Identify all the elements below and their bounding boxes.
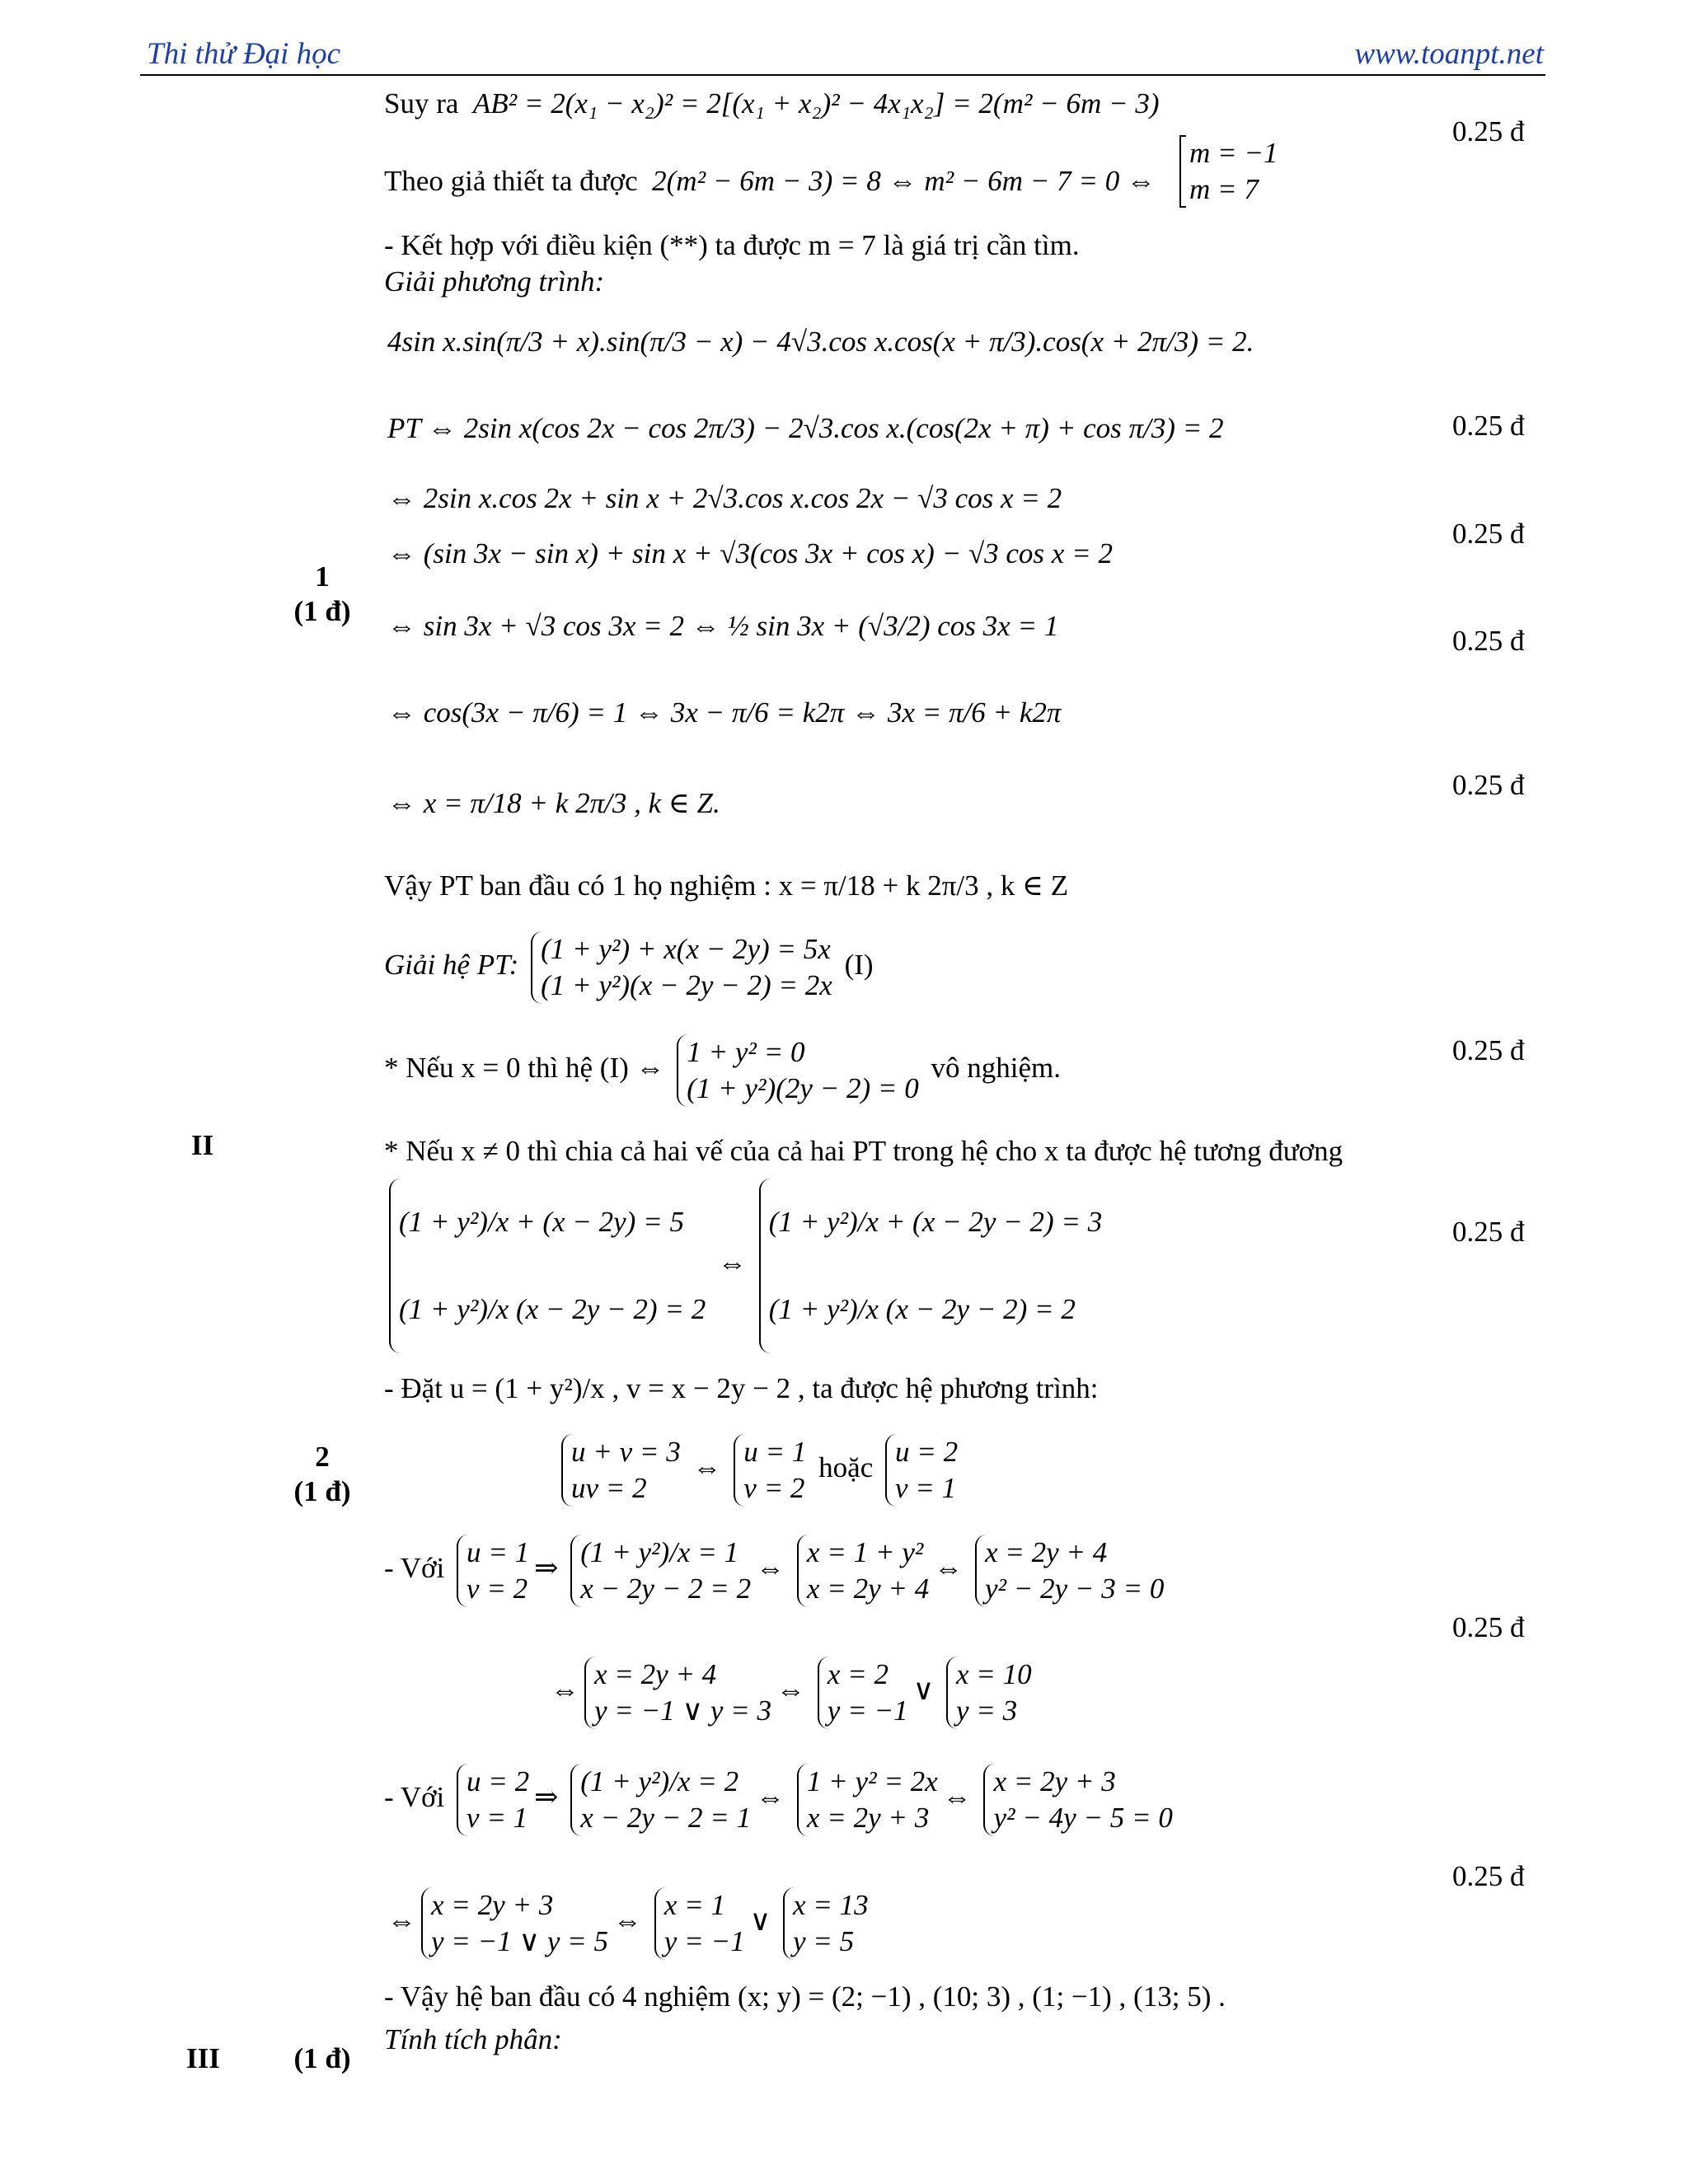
case-2-r (797, 1764, 938, 1836)
line-ket-hop: - Kết hợp với điều kiện (**) ta được m = 7 là giá trị cần tìm. (384, 229, 1080, 261)
uv-system (561, 1434, 681, 1507)
section-label-III: III (186, 2042, 220, 2074)
system-I-eq1: (1 + y²) + x(x − 2y) = 5x (541, 933, 831, 965)
x0-eq1: 1 + y² = 0 (687, 1036, 805, 1068)
x0-eq2: (1 + y²)(2y − 2) = 0 (687, 1072, 919, 1104)
line-neu-xne0: * Nếu x ≠ 0 thì chia cả hai vế của cả hai PT trong hệ cho x ta được hệ tương đương (384, 1135, 1343, 1167)
case-1-sol-b-y: y = 3 (955, 1694, 1018, 1727)
header-title: Thi thử Đại học (147, 37, 340, 71)
case-2-line-2: ⇔ x = 2y + 3 y = −1 ∨ y = 5 ⇔ x = 1 y = −1 ∨ x = 13 y = 5 (387, 1887, 874, 1960)
m-bracket (1179, 135, 1278, 208)
uv-sol2-v: v = 1 (894, 1472, 957, 1504)
case-1-u: u = 1 (467, 1536, 530, 1568)
item-points-1: (1 đ) (293, 595, 351, 627)
pt-step-3: ⇔ (sin 3x − sin x) + sin x + √3(cos 3x + cos x) − √3 cos x = 2 (387, 537, 1113, 569)
giai-he-label: Giải hệ PT: (384, 949, 519, 982)
uv-eq2: uv = 2 (571, 1472, 647, 1504)
suy-ra-label: Suy ra (384, 87, 459, 120)
score-8: 0.25 đ (1452, 1611, 1525, 1643)
m-solution-1: m = −1 (1189, 137, 1278, 169)
header-url[interactable]: www.toanpt.net (1354, 37, 1544, 71)
case-2-sys-eq1: (1 + y²)/x = 2 (580, 1765, 739, 1797)
pt-step-2: ⇔ 2sin x.cos 2x + sin x + 2√3.cos x.cos 2x − √3 cos x = 2 (387, 482, 1062, 514)
case-1-t-eq1: x = 2y + 4 (594, 1658, 717, 1690)
score-3: 0.25 đ (1452, 518, 1525, 550)
neu-x0-text: * Nếu x = 0 thì hệ (I) ⇔ (384, 1052, 665, 1085)
case-2-u: u = 2 (467, 1765, 530, 1797)
case-1-sol-b-x: x = 10 (955, 1658, 1032, 1690)
system-a-eq1: (1 + y²)/x + (x − 2y) = 5 (399, 1206, 684, 1238)
line-suy-ra (384, 87, 1160, 120)
case-2-s-eq2: y² − 4y − 5 = 0 (993, 1802, 1173, 1834)
uv-solution-2 (885, 1434, 958, 1507)
case-2-t-eq1: x = 2y + 3 (431, 1889, 554, 1921)
score-6: 0.25 đ (1452, 1034, 1525, 1066)
pt-main: 4sin x.sin(π/3 + x).sin(π/3 − x) − 4√3.cos x.cos(x + π/3).cos(x + 2π/3) = 2. (387, 326, 1254, 358)
case-2-sol-a-x: x = 1 (663, 1889, 725, 1921)
vo-nghiem: vô nghiệm. (931, 1052, 1062, 1085)
score-9: 0.25 đ (1452, 1860, 1525, 1892)
system-b-eq1: (1 + y²)/x + (x − 2y − 2) = 3 (768, 1206, 1103, 1238)
uv-equiv-arrow: ⇔ (692, 1451, 722, 1484)
equiv-arrow: ⇔ (717, 1247, 747, 1280)
case-1-sys (570, 1535, 751, 1607)
case-1-sol-a (818, 1657, 908, 1729)
case-2-s (983, 1764, 1172, 1836)
vay-he: - Vậy hệ ban đầu có 4 nghiệm (x; y) = (2; −1) , (10; 3) , (1; −1) , (13; 5) . (384, 1980, 1226, 2013)
case-1-r-eq2: x = 2y + 4 (806, 1572, 930, 1605)
section-label-II: II (191, 1129, 214, 1161)
system-I-eq2: (1 + y²)(x − 2y − 2) = 2x (541, 969, 832, 1001)
uv-sol2-u: u = 2 (894, 1436, 959, 1468)
score-2: 0.25 đ (1452, 410, 1525, 442)
score-5: 0.25 đ (1452, 769, 1525, 801)
line-neu-x0 (384, 1034, 1061, 1107)
case-2-t-eq2: y = −1 ∨ y = 5 (431, 1925, 609, 1957)
hoac: hoặc (818, 1451, 874, 1484)
case-2-uv (457, 1764, 529, 1836)
case-1-s-eq2: y² − 2y − 3 = 0 (984, 1572, 1165, 1605)
pt-step-6: ⇔ x = π/18 + k 2π/3 , k ∈ Z. (387, 787, 720, 819)
case-2-t (421, 1887, 608, 1960)
case-2-v: v = 1 (467, 1802, 528, 1834)
line-dat: - Đặt u = (1 + y²)/x , v = x − 2y − 2 , ta được hệ phương trình: (384, 1372, 1099, 1404)
uv-eq1: u + v = 3 (571, 1436, 681, 1468)
system-I (531, 931, 832, 1004)
system-a (389, 1179, 706, 1353)
heading-giai-pt: Giải phương trình: (384, 265, 605, 298)
case-2-r-eq2: x = 2y + 3 (806, 1802, 930, 1834)
system-x0 (677, 1034, 919, 1107)
case-1-t-eq2: y = −1 ∨ y = 3 (594, 1694, 772, 1727)
case-1-v: v = 2 (467, 1572, 528, 1605)
voi-2: - Với (384, 1781, 445, 1814)
header-rule (140, 74, 1545, 76)
case-1-sol-a-x: x = 2 (827, 1658, 889, 1690)
line-uv-system (556, 1434, 963, 1507)
gt-formula: 2(m² − 6m − 3) = 8 ⇔ m² − 6m − 7 = 0 ⇔ (652, 165, 1156, 197)
system-b (759, 1179, 1103, 1353)
m-solutions (1175, 135, 1283, 208)
theo-gt-label: Theo giả thiết ta được (384, 165, 638, 197)
uv-sol1-u: u = 1 (743, 1436, 807, 1468)
item-points-3: (1 đ) (293, 2042, 351, 2074)
vay-pt: Vậy PT ban đầu có 1 họ nghiệm : x = π/18 + k 2π/3 , k ∈ Z (384, 869, 1069, 902)
case-2-sol-b-y: y = 5 (792, 1925, 855, 1957)
case-1-r-eq1: x = 1 + y² (806, 1536, 924, 1568)
pt-step-5: ⇔ cos(3x − π/6) = 1 ⇔ 3x − π/6 = k2π ⇔ 3x = π/6 + k2π (387, 696, 1062, 729)
case-1-s-eq1: x = 2y + 4 (984, 1536, 1108, 1568)
case-2-sys-eq2: x − 2y − 2 = 1 (580, 1802, 752, 1834)
voi-1: - Với (384, 1552, 445, 1585)
case-2-sol-a (654, 1887, 745, 1960)
score-1: 0.25 đ (1452, 115, 1525, 148)
pt-step-1: PT ⇔ 2sin x(cos 2x − cos 2π/3) − 2√3.cos x.(cos(2x + π) + cos π/3) = 2 (387, 412, 1224, 444)
heading-tinh-tich-phan: Tính tích phân: (384, 2023, 562, 2055)
score-4: 0.25 đ (1452, 625, 1525, 657)
uv-solution-1 (734, 1434, 806, 1507)
case-2-sol-a-y: y = −1 (663, 1925, 745, 1957)
case-1-t (584, 1657, 771, 1729)
uv-sol1-v: v = 2 (743, 1472, 805, 1504)
case-1-line-2: ⇔ x = 2y + 4 y = −1 ∨ y = 3 ⇔ x = 2 y = −1 ∨ x = 10 y = 3 (551, 1657, 1037, 1729)
case-2-s-eq1: x = 2y + 3 (993, 1765, 1116, 1797)
system-a-eq2: (1 + y²)/x (x − 2y − 2) = 2 (399, 1293, 706, 1325)
case-1-s (975, 1535, 1164, 1607)
item-number-2: 2 (315, 1441, 330, 1473)
case-1-sys-eq1: (1 + y²)/x = 1 (580, 1536, 739, 1568)
item-points-2: (1 đ) (293, 1475, 351, 1507)
case-1-uv (457, 1535, 529, 1607)
m-solution-2: m = 7 (1189, 173, 1259, 205)
case-2-sol-b-x: x = 13 (792, 1889, 869, 1921)
case-2-line-1: - Với u = 2 v = 1 ⇒ (1 + y²)/x = 2 x − 2y − 2 = 1 ⇔ 1 + y² = 2x x = 2y + 3 ⇔ x = 2y + 3 y² − 4y − 5 = 0 (384, 1764, 1178, 1836)
case-2-sys (570, 1764, 751, 1836)
case-1-line-1: - Với u = 1 v = 2 ⇒ (1 + y²)/x = 1 x − 2y − 2 = 2 ⇔ x = 1 + y² x = 2y + 4 ⇔ x = 2y + 4 y² − 2y − 3 = 0 (384, 1535, 1169, 1607)
case-2-sol-b (783, 1887, 869, 1960)
line-equiv-systems (384, 1179, 1107, 1353)
case-1-sol-b (946, 1657, 1032, 1729)
ab2-formula: AB² = 2(x₁ − x₂)² = 2[(x₁ + x₂)² − 4x₁x₂] = 2(m² − 6m − 3) (472, 87, 1160, 120)
system-I-label: (I) (844, 949, 874, 982)
item-number-1: 1 (315, 560, 330, 593)
pt-step-4: ⇔ sin 3x + √3 cos 3x = 2 ⇔ ½ sin 3x + (√3/2) cos 3x = 1 (387, 610, 1059, 642)
line-theo-gia-thiet (384, 165, 1156, 198)
case-1-sys-eq2: x − 2y − 2 = 2 (580, 1572, 752, 1605)
score-7: 0.25 đ (1452, 1216, 1525, 1248)
case-2-r-eq1: 1 + y² = 2x (806, 1765, 938, 1797)
line-giai-he (384, 931, 874, 1004)
case-1-r (797, 1535, 929, 1607)
case-1-sol-a-y: y = −1 (827, 1694, 908, 1727)
system-b-eq2: (1 + y²)/x (x − 2y − 2) = 2 (768, 1293, 1076, 1325)
